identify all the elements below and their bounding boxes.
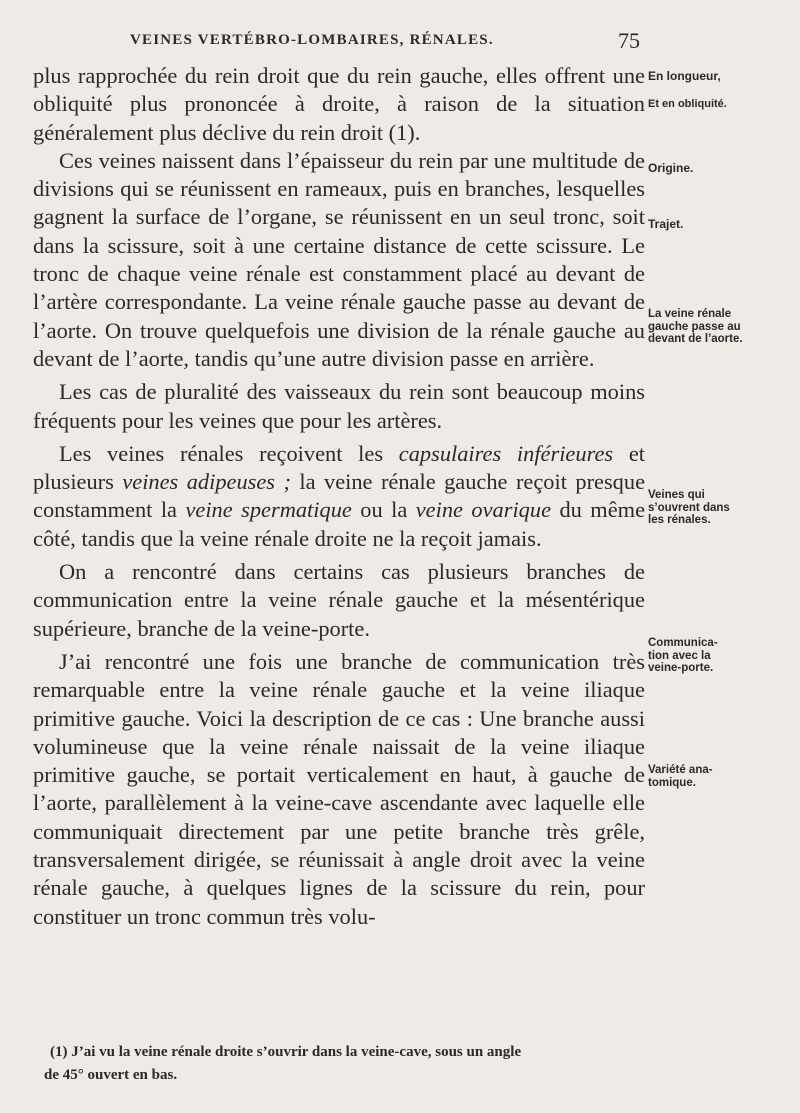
margin-note-veines-qui: Veines qui s’ouvrent dans les rénales.: [648, 489, 730, 526]
paragraph-1: plus rapprochée du rein droit que du rein gauche, elles offrent une obliquité plus prononcée à droite, à raison de la situation généralement plus déclive du rein droit (1).: [33, 63, 645, 145]
paragraph-5: On a rencontré dans certains cas plusieurs branches de communication entre la veine rénale gauche et la mésentérique supérieure, branche de la veine-porte.: [33, 559, 645, 641]
term-veines-adipeuses: veines adipeuses ;: [122, 469, 291, 495]
page-header: [130, 28, 640, 54]
paragraph-6: J’ai rencontré une fois une branche de communication très remarquable entre la veine rénale gauche et la veine iliaque primitive gauche. Voici la description de ce cas : Une branche aussi volumineuse que la veine rénale naissait de la veine iliaque primitive gauche, se portait verticalement en haut, à gauche de l’aorte, parallèlement à la veine-cave ascendante avec laquelle elle communiquait directement par une petite branche très grêle, transversalement dirigée, se réunissait à angle droit avec la veine rénale gauche, à quelques lignes de la scissure du rein, pour constituer un tronc commun très volu-: [33, 648, 645, 929]
paragraph-2: Ces veines naissent dans l’épaisseur du rein par une multitude de divisions qui se réunissent en rameaux, puis en branches, lesquelles gagnent la surface de l’organe, se réunissent en un seul tronc, soit dans la scissure, soit à une certaine distance de cette scissure. Le tronc de chaque veine rénale est constamment placé au devant de l’artère correspondante. La veine rénale gauche passe au devant de l’aorte. On trouve quelquefois une division de la rénale gauche au devant de l’aorte, tandis qu’une autre division passe en arrière.: [33, 147, 645, 371]
term-veine-ovarique: veine ovarique: [415, 497, 552, 523]
margin-note-variete: Variété ana- tomique.: [648, 764, 713, 789]
term-veine-spermatique: veine spermatique: [185, 497, 352, 523]
footnote-line-2: de 45° ouvert en bas.: [44, 1067, 178, 1083]
paragraph-4: Les veines rénales reçoivent les capsulaires inférieures et plusieurs veines adipeuses ; la veine rénale gauche reçoit presque constamment la veine spermatique ou la veine ovarique du même côté, tandis que la veine rénale droite ne la reçoit jamais.: [33, 440, 646, 551]
margin-note-communication: Communica- tion avec la veine-porte.: [648, 637, 718, 674]
margin-note-origine: Origine.: [648, 161, 694, 175]
running-title: VEINES VERTÉBRO-LOMBAIRES, RÉNALES.: [130, 32, 494, 48]
paragraph-3: Les cas de pluralité des vaisseaux du rein sont beaucoup moins fréquents pour les veines que pour les artères.: [33, 379, 645, 433]
margin-note-obliquite: Et en obliquité.: [648, 98, 727, 110]
footnote-line-1: (1) J’ai vu la veine rénale droite s’ouvrir dans la veine-cave, sous un angle: [50, 1044, 522, 1060]
main-text: [33, 62, 645, 931]
margin-note-longueur: En longueur,: [648, 69, 721, 83]
term-capsulaires: capsulaires inférieures: [398, 440, 614, 466]
footnote: [44, 1041, 664, 1087]
margin-note-trajet: Trajet.: [648, 217, 684, 231]
page-number: 75: [618, 28, 640, 53]
margin-note-veine-renale: La veine rénale gauche passe au devant de l’aorte.: [648, 308, 743, 345]
